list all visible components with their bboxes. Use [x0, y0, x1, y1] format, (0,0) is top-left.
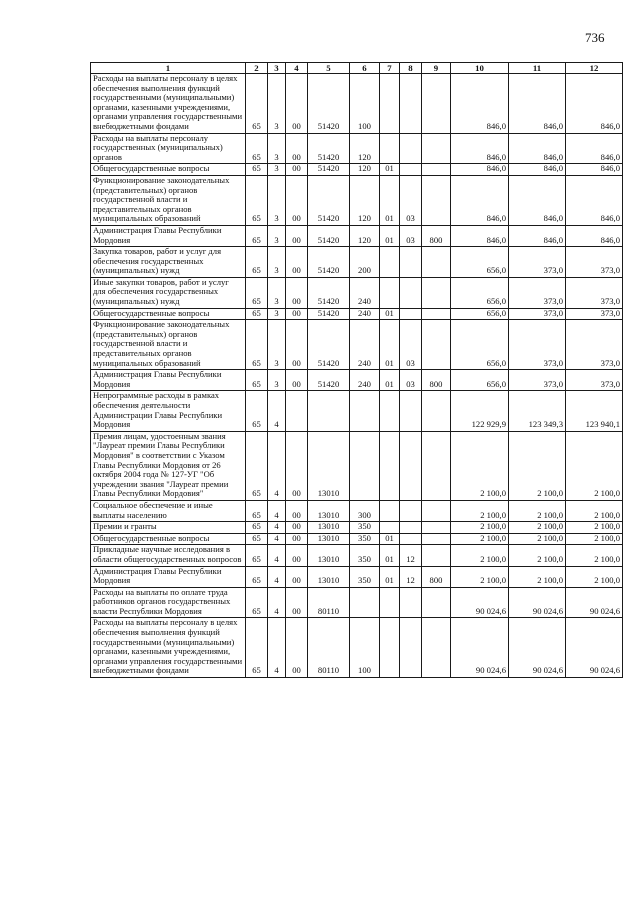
amount-cell: 2 100,0	[566, 431, 623, 500]
code-cell: 3	[268, 247, 286, 278]
row-name-cell: Расходы на выплаты по оплате труда работников органов государственных власти Республики Мордовия	[91, 587, 246, 618]
code-cell: 65	[246, 320, 268, 370]
amount-cell: 373,0	[566, 320, 623, 370]
code-cell	[422, 431, 451, 500]
code-cell: 65	[246, 522, 268, 534]
amount-cell: 373,0	[566, 247, 623, 278]
row-name-cell: Закупка товаров, работ и услуг для обеспечения государственных (муниципальных) нужд	[91, 247, 246, 278]
code-cell: 65	[246, 175, 268, 225]
table-row	[91, 533, 623, 545]
code-cell: 240	[350, 370, 380, 391]
column-header: 2	[246, 63, 268, 74]
column-header: 3	[268, 63, 286, 74]
code-cell	[380, 391, 400, 431]
row-name-cell: Расходы на выплаты персоналу государственных (муниципальных) органов	[91, 133, 246, 164]
code-cell: 3	[268, 370, 286, 391]
amount-cell: 123 940,1	[566, 391, 623, 431]
amount-cell: 846,0	[451, 74, 509, 134]
table-row	[91, 500, 623, 521]
code-cell: 4	[268, 431, 286, 500]
code-cell: 3	[268, 175, 286, 225]
amount-cell: 846,0	[451, 133, 509, 164]
amount-cell: 846,0	[451, 225, 509, 246]
row-name-cell: Социальное обеспечение и иные выплаты населению	[91, 500, 246, 521]
code-cell: 00	[286, 277, 308, 308]
amount-cell: 846,0	[509, 133, 566, 164]
code-cell	[422, 587, 451, 618]
code-cell: 120	[350, 175, 380, 225]
table-row	[91, 133, 623, 164]
amount-cell: 373,0	[566, 277, 623, 308]
code-cell: 00	[286, 133, 308, 164]
row-name-cell: Общегосударственные вопросы	[91, 164, 246, 176]
amount-cell: 846,0	[566, 175, 623, 225]
table-row	[91, 247, 623, 278]
amount-cell: 656,0	[451, 308, 509, 320]
amount-cell: 2 100,0	[509, 522, 566, 534]
code-cell: 51420	[308, 133, 350, 164]
code-cell	[350, 431, 380, 500]
code-cell: 4	[268, 545, 286, 566]
amount-cell: 2 100,0	[566, 522, 623, 534]
code-cell: 03	[400, 225, 422, 246]
amount-cell: 846,0	[566, 133, 623, 164]
code-cell	[380, 618, 400, 678]
amount-cell: 846,0	[509, 74, 566, 134]
code-cell	[350, 587, 380, 618]
code-cell: 240	[350, 320, 380, 370]
table-row	[91, 320, 623, 370]
code-cell: 200	[350, 247, 380, 278]
row-name-cell: Иные закупки товаров, работ и услуг для обеспечения государственных (муниципальных) нужд	[91, 277, 246, 308]
code-cell: 03	[400, 320, 422, 370]
code-cell: 65	[246, 225, 268, 246]
table-row	[91, 431, 623, 500]
amount-cell: 846,0	[509, 164, 566, 176]
page-number: 736	[585, 30, 605, 45]
amount-cell: 2 100,0	[509, 545, 566, 566]
code-cell: 00	[286, 247, 308, 278]
row-name-cell: Прикладные научные исследования в области общегосударственных вопросов	[91, 545, 246, 566]
row-name-cell: Функционирование законодательных (представительных) органов государственной власти и представительных органов муниципальных образований	[91, 320, 246, 370]
code-cell: 01	[380, 320, 400, 370]
code-cell	[380, 500, 400, 521]
code-cell: 03	[400, 370, 422, 391]
column-header: 10	[451, 63, 509, 74]
code-cell: 00	[286, 618, 308, 678]
code-cell: 00	[286, 566, 308, 587]
code-cell	[400, 533, 422, 545]
code-cell	[400, 74, 422, 134]
code-cell: 3	[268, 320, 286, 370]
amount-cell: 2 100,0	[566, 566, 623, 587]
row-name-cell: Администрация Главы Республики Мордовия	[91, 566, 246, 587]
code-cell: 65	[246, 74, 268, 134]
amount-cell: 373,0	[566, 308, 623, 320]
code-cell: 65	[246, 545, 268, 566]
code-cell: 51420	[308, 320, 350, 370]
code-cell	[380, 133, 400, 164]
amount-cell: 373,0	[509, 370, 566, 391]
code-cell	[422, 164, 451, 176]
code-cell	[422, 545, 451, 566]
code-cell	[400, 133, 422, 164]
code-cell: 100	[350, 74, 380, 134]
code-cell: 3	[268, 74, 286, 134]
code-cell: 800	[422, 225, 451, 246]
code-cell	[400, 277, 422, 308]
code-cell: 00	[286, 308, 308, 320]
code-cell	[422, 74, 451, 134]
code-cell: 01	[380, 175, 400, 225]
code-cell: 00	[286, 522, 308, 534]
code-cell: 51420	[308, 308, 350, 320]
amount-cell: 90 024,6	[566, 587, 623, 618]
code-cell	[308, 391, 350, 431]
code-cell: 4	[268, 533, 286, 545]
row-name-cell: Администрация Главы Республики Мордовия	[91, 370, 246, 391]
code-cell: 3	[268, 277, 286, 308]
amount-cell: 2 100,0	[566, 545, 623, 566]
table-row	[91, 370, 623, 391]
amount-cell: 373,0	[509, 308, 566, 320]
amount-cell: 846,0	[566, 225, 623, 246]
code-cell: 00	[286, 500, 308, 521]
code-cell	[422, 500, 451, 521]
code-cell	[400, 431, 422, 500]
code-cell	[400, 391, 422, 431]
code-cell	[400, 500, 422, 521]
code-cell: 3	[268, 164, 286, 176]
code-cell: 13010	[308, 533, 350, 545]
table-row	[91, 566, 623, 587]
code-cell: 13010	[308, 566, 350, 587]
code-cell: 3	[268, 133, 286, 164]
code-cell	[422, 320, 451, 370]
code-cell: 65	[246, 431, 268, 500]
amount-cell: 846,0	[451, 164, 509, 176]
code-cell: 65	[246, 370, 268, 391]
header-row	[91, 63, 623, 74]
code-cell: 80110	[308, 587, 350, 618]
amount-cell: 2 100,0	[509, 533, 566, 545]
code-cell	[422, 277, 451, 308]
code-cell: 00	[286, 320, 308, 370]
column-header: 5	[308, 63, 350, 74]
code-cell: 12	[400, 566, 422, 587]
code-cell: 00	[286, 225, 308, 246]
amount-cell: 90 024,6	[566, 618, 623, 678]
code-cell: 00	[286, 533, 308, 545]
code-cell: 51420	[308, 370, 350, 391]
code-cell: 12	[400, 545, 422, 566]
amount-cell: 2 100,0	[509, 500, 566, 521]
code-cell: 03	[400, 175, 422, 225]
amount-cell: 2 100,0	[451, 533, 509, 545]
code-cell: 13010	[308, 431, 350, 500]
amount-cell: 373,0	[509, 247, 566, 278]
code-cell	[350, 391, 380, 431]
code-cell: 4	[268, 522, 286, 534]
amount-cell: 90 024,6	[509, 587, 566, 618]
code-cell: 65	[246, 587, 268, 618]
amount-cell: 373,0	[509, 277, 566, 308]
code-cell: 65	[246, 533, 268, 545]
amount-cell: 2 100,0	[451, 522, 509, 534]
code-cell: 51420	[308, 175, 350, 225]
amount-cell: 90 024,6	[509, 618, 566, 678]
amount-cell: 2 100,0	[451, 431, 509, 500]
row-name-cell: Функционирование законодательных (представительных) органов государственной власти и представительных органов муниципальных образований	[91, 175, 246, 225]
row-name-cell: Администрация Главы Республики Мордовия	[91, 225, 246, 246]
code-cell: 00	[286, 587, 308, 618]
amount-cell: 656,0	[451, 247, 509, 278]
table-row	[91, 308, 623, 320]
amount-cell: 123 349,3	[509, 391, 566, 431]
table-row	[91, 545, 623, 566]
amount-cell: 656,0	[451, 370, 509, 391]
code-cell: 800	[422, 370, 451, 391]
code-cell: 01	[380, 370, 400, 391]
code-cell: 65	[246, 618, 268, 678]
code-cell: 65	[246, 164, 268, 176]
amount-cell: 2 100,0	[451, 566, 509, 587]
row-name-cell: Общегосударственные вопросы	[91, 533, 246, 545]
code-cell	[422, 175, 451, 225]
code-cell	[422, 391, 451, 431]
column-header: 6	[350, 63, 380, 74]
table-row	[91, 618, 623, 678]
code-cell: 800	[422, 566, 451, 587]
code-cell: 00	[286, 175, 308, 225]
table-row	[91, 277, 623, 308]
column-header: 1	[91, 63, 246, 74]
code-cell: 65	[246, 391, 268, 431]
amount-cell: 656,0	[451, 320, 509, 370]
budget-table	[90, 62, 623, 678]
amount-cell: 373,0	[566, 370, 623, 391]
code-cell	[380, 277, 400, 308]
table-row	[91, 164, 623, 176]
code-cell: 80110	[308, 618, 350, 678]
code-cell: 51420	[308, 74, 350, 134]
amount-cell: 846,0	[451, 175, 509, 225]
row-name-cell: Непрограммные расходы в рамках обеспечения деятельности Администрации Главы Республики Мордовия	[91, 391, 246, 431]
code-cell: 01	[380, 566, 400, 587]
code-cell: 65	[246, 247, 268, 278]
code-cell	[422, 533, 451, 545]
amount-cell: 2 100,0	[451, 545, 509, 566]
code-cell	[380, 522, 400, 534]
code-cell: 65	[246, 277, 268, 308]
amount-cell: 846,0	[509, 225, 566, 246]
column-header: 7	[380, 63, 400, 74]
code-cell	[422, 247, 451, 278]
code-cell	[422, 133, 451, 164]
row-name-cell: Премия лицам, удостоенным звания "Лауреат премии Главы Республики Мордовия" в соответствии с Указом Главы Республики Мордовия от 26 октября 2004 года № 127-УГ "Об учреждении звания "Лауреат премии Главы Республики Мордовия"	[91, 431, 246, 500]
code-cell	[380, 431, 400, 500]
code-cell: 00	[286, 545, 308, 566]
code-cell: 350	[350, 566, 380, 587]
code-cell	[400, 308, 422, 320]
code-cell: 13010	[308, 545, 350, 566]
code-cell	[380, 587, 400, 618]
column-header: 4	[286, 63, 308, 74]
column-header: 8	[400, 63, 422, 74]
code-cell: 120	[350, 133, 380, 164]
code-cell	[422, 522, 451, 534]
amount-cell: 846,0	[509, 175, 566, 225]
table-row	[91, 74, 623, 134]
amount-cell: 846,0	[566, 164, 623, 176]
table-row	[91, 175, 623, 225]
code-cell: 3	[268, 308, 286, 320]
code-cell: 350	[350, 545, 380, 566]
code-cell: 01	[380, 308, 400, 320]
row-name-cell: Расходы на выплаты персоналу в целях обеспечения выполнения функций государственными (муниципальными) органами, казенными учреждениями, органами управления государственными внебюджетными фондами	[91, 618, 246, 678]
row-name-cell: Общегосударственные вопросы	[91, 308, 246, 320]
code-cell	[400, 164, 422, 176]
table-row	[91, 225, 623, 246]
code-cell: 65	[246, 500, 268, 521]
amount-cell: 2 100,0	[451, 500, 509, 521]
amount-cell: 90 024,6	[451, 587, 509, 618]
code-cell: 01	[380, 164, 400, 176]
amount-cell: 656,0	[451, 277, 509, 308]
row-name-cell: Расходы на выплаты персоналу в целях обеспечения выполнения функций государственными (муниципальными) органами, казенными учреждениями, органами управления государственными внебюджетными фондами	[91, 74, 246, 134]
table-row	[91, 522, 623, 534]
code-cell: 13010	[308, 500, 350, 521]
code-cell: 00	[286, 370, 308, 391]
code-cell	[400, 618, 422, 678]
code-cell: 51420	[308, 277, 350, 308]
code-cell	[380, 247, 400, 278]
code-cell: 01	[380, 545, 400, 566]
code-cell: 00	[286, 74, 308, 134]
code-cell: 240	[350, 308, 380, 320]
code-cell: 4	[268, 587, 286, 618]
code-cell: 01	[380, 533, 400, 545]
code-cell: 120	[350, 164, 380, 176]
column-header: 11	[509, 63, 566, 74]
code-cell: 100	[350, 618, 380, 678]
amount-cell: 90 024,6	[451, 618, 509, 678]
code-cell	[400, 522, 422, 534]
code-cell: 3	[268, 225, 286, 246]
code-cell: 51420	[308, 164, 350, 176]
code-cell: 120	[350, 225, 380, 246]
amount-cell: 122 929,9	[451, 391, 509, 431]
code-cell: 4	[268, 618, 286, 678]
code-cell: 51420	[308, 247, 350, 278]
code-cell: 51420	[308, 225, 350, 246]
amount-cell: 2 100,0	[509, 566, 566, 587]
code-cell: 4	[268, 391, 286, 431]
amount-cell: 846,0	[566, 74, 623, 134]
amount-cell: 2 100,0	[566, 500, 623, 521]
amount-cell: 2 100,0	[566, 533, 623, 545]
code-cell: 00	[286, 164, 308, 176]
code-cell: 00	[286, 431, 308, 500]
code-cell: 65	[246, 308, 268, 320]
column-header: 9	[422, 63, 451, 74]
code-cell: 350	[350, 522, 380, 534]
table-row	[91, 587, 623, 618]
code-cell	[422, 618, 451, 678]
code-cell: 01	[380, 225, 400, 246]
code-cell	[286, 391, 308, 431]
amount-cell: 2 100,0	[509, 431, 566, 500]
code-cell: 350	[350, 533, 380, 545]
code-cell	[400, 247, 422, 278]
code-cell: 300	[350, 500, 380, 521]
table-body	[91, 74, 623, 678]
code-cell: 4	[268, 566, 286, 587]
code-cell: 240	[350, 277, 380, 308]
code-cell	[422, 308, 451, 320]
code-cell: 13010	[308, 522, 350, 534]
code-cell: 65	[246, 133, 268, 164]
row-name-cell: Премии и гранты	[91, 522, 246, 534]
amount-cell: 373,0	[509, 320, 566, 370]
table-row	[91, 391, 623, 431]
code-cell: 4	[268, 500, 286, 521]
code-cell: 65	[246, 566, 268, 587]
code-cell	[400, 587, 422, 618]
code-cell	[380, 74, 400, 134]
column-header: 12	[566, 63, 623, 74]
